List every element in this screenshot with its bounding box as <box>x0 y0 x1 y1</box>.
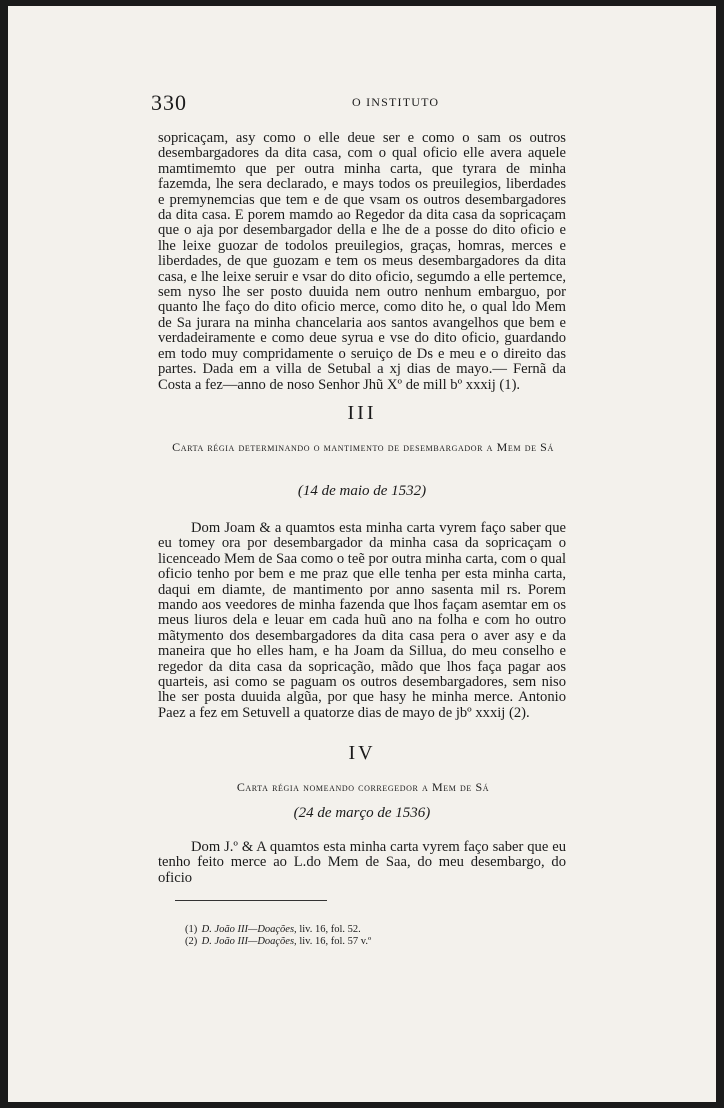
section-numeral-iii: III <box>347 402 377 424</box>
footnote-source: D. João III—Doações, <box>201 936 297 947</box>
page-number: 330 <box>151 90 187 115</box>
footnote <box>185 924 361 935</box>
section-text-iv: Dom J.º & A quamtos esta minha carta vyrem faço saber que eu tenho feito merce ao L.do Mem de Saa, do meu desembargo, do oficio <box>158 839 566 886</box>
footnote-ref: liv. 16, fol. 57 v.º <box>299 936 372 947</box>
footnote-ref: liv. 16, fol. 52. <box>299 924 361 935</box>
section-date-iii: (14 de maio de 1532) <box>297 483 427 499</box>
section-date-iv: (24 de março de 1536) <box>293 805 431 821</box>
footnote-mark: (1) <box>185 924 198 935</box>
section-text-iii: Dom Joam & a quamtos esta minha carta vyrem faço saber que eu tomey ora por desembargador da minha casa da sopricaçam o licenceado Mem de Saa como o teẽ por outra minha carta, com o qual oficio tenho por bem e me praz que elle tenha per esta minha carta, daqui em diamte, de mantimento por anno sasenta mil rs. Porem mando aos veedores de minha fazenda que lhos façam asemtar em os meus liuros dela e leuar em cada huũ ano na folha e com ho outro mãtymento dos desembargadores da dita casa pera o aver asy e da maneira que ho elles ham, e ha Joam da Sillua, do meu conselho e regedor da dita casa da sopricação, mãdo que lhos faça pagar aos quarteis, asi como se paguam os outros desembargadores, sem niso lhe ser posta duuida algũa, por que hasy he minha merce. Antonio Paez a fez em Setuvell a quatorze dias de mayo de jbº xxxij (2). <box>158 520 566 721</box>
section-numeral-iv: IV <box>348 742 376 764</box>
footnote-source: D. João III—Doações, <box>201 924 297 935</box>
footnote <box>185 936 371 947</box>
paragraph-continuation: sopricaçam, asy como o elle deue ser e como o sam os outros desembargadores da dita casa, com o qual oficio elle avera aquele mamtimemto que per outra minha carta, que tyrara de minha fazemda, lhe sera declarado, e mays todos os preuilegios, liberdades e premynemcias que tem e de que vsam os outros desembargadores da dita casa. E porem mamdo ao Regedor da dita casa da sopricaçam que o aja por desembargador della e lhe de a posse do dito oficio e lhe leixe guozar de todolos preuilegios, graças, homras, merces e liberdades, de que guozam e tem os meus desembargadores da dita casa, e lhe leixe seruir e vsar do dito oficio, segumdo a elle pertemce, sem nyso lhe ser posto duuida nem outro nenhum embarguo, por quanto lhe faço do dito oficio merce, como dito he, o qual ldo Mem de Sa jurara na minha chancelaria aos santos avangelhos que bem e verdadeiramente e como deue syrua e vse do dito oficio, guardando em todo muy compridamente o seruiço de Ds e meu e o direito das partes. Dada em a villa de Setubal a xj dias de mayo.— Fernã da Costa a fez—anno de noso Senhor Jhũ Xº de mill bº xxxij (1). <box>158 130 566 393</box>
book-page <box>8 6 716 1102</box>
section-title-iii: Carta régia determinando o mantimento de desembargador a Mem de Sá <box>172 440 554 454</box>
footnote-mark: (2) <box>185 936 198 947</box>
footnote-divider <box>175 900 327 901</box>
section-title-iv: Carta régia nomeando corregedor a Mem de Sá <box>236 780 490 794</box>
running-head: O INSTITUTO <box>352 95 440 109</box>
